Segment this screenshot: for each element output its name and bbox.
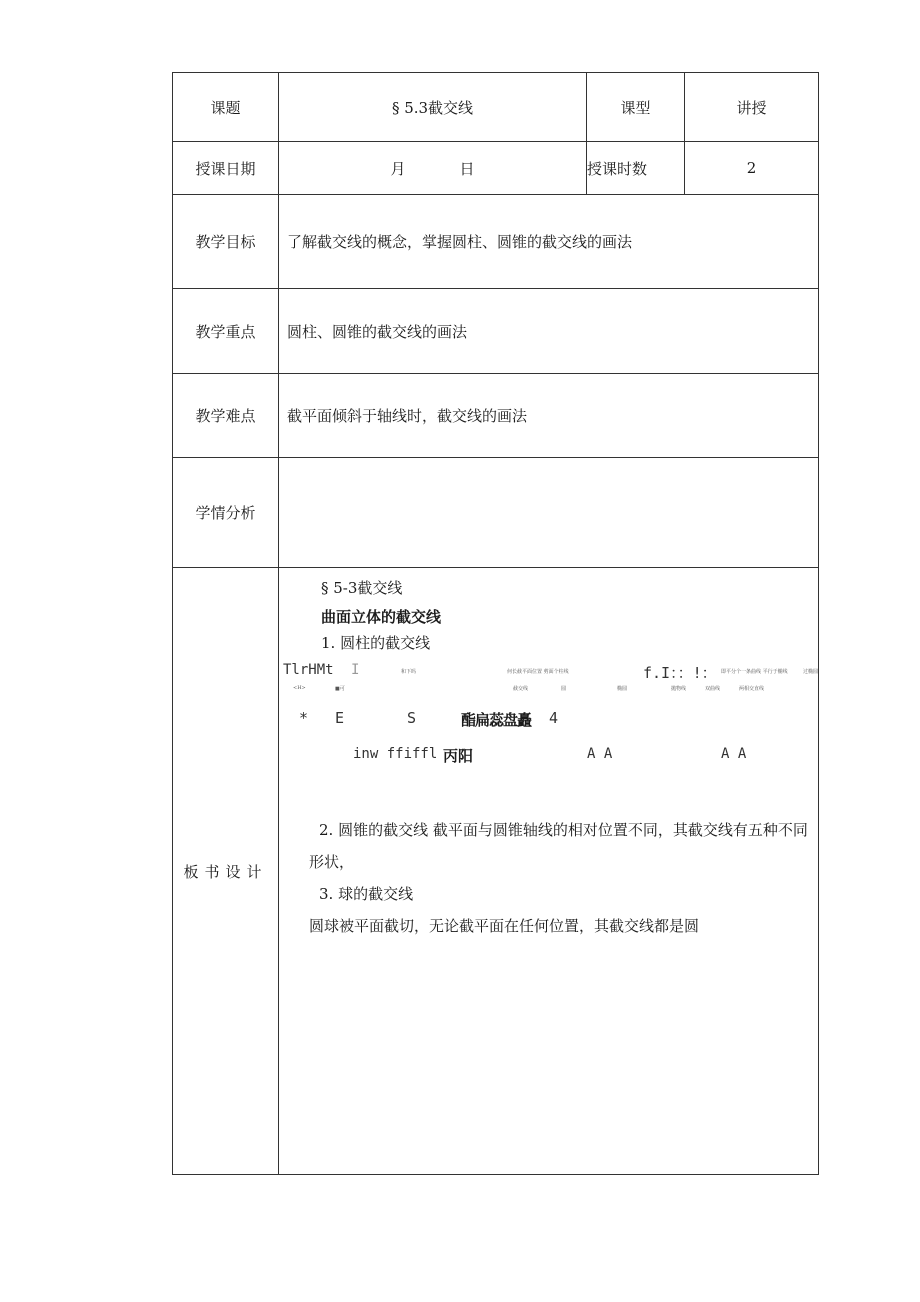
- board-item-3-text: 圆球被平面截切，无论截平面在任何位置，其截交线都是圆: [309, 917, 700, 935]
- date-value: [279, 142, 587, 195]
- tiny-text-4: 过椭圆: [803, 669, 819, 675]
- tiny-text-2: 何长截平面位置 剪面个柱线: [507, 669, 569, 675]
- garbled-text-b: I: [351, 662, 360, 678]
- tiny-text-10: 抛物线: [671, 686, 687, 692]
- board-content: [279, 568, 819, 1175]
- board-item-3: 3. 球的截交线: [319, 885, 414, 903]
- row-analysis: [173, 458, 819, 568]
- type-value: 讲授: [685, 73, 819, 142]
- analysis-value: [279, 458, 819, 568]
- garbled-text-inw: inw ffiffl: [353, 746, 438, 762]
- garbled-symbol-2: E: [335, 709, 345, 727]
- type-label: 课型: [587, 73, 685, 142]
- garbled-symbol-1: *: [299, 709, 309, 727]
- garbled-text-bing: 丙阳: [443, 747, 474, 765]
- tiny-text-9: 椭圆: [617, 686, 628, 692]
- row-goal: [173, 195, 819, 289]
- garbled-aa-2: A A: [721, 746, 747, 762]
- key-label: 教学重点: [173, 289, 279, 374]
- garbled-symbol-3: S: [407, 709, 417, 727]
- lesson-plan-table: [172, 72, 819, 1175]
- board-subheading: 曲面立体的截交线: [321, 608, 442, 626]
- tiny-text-3: 即平分个一条曲线 平行于椭线: [721, 669, 788, 675]
- tiny-text-1: 和下吗: [401, 669, 417, 675]
- garbled-text-c: f.I：：!：: [643, 664, 717, 682]
- row-board: [173, 568, 819, 1175]
- topic-label: 课题: [173, 73, 279, 142]
- row-date: [173, 142, 819, 195]
- tiny-text-8: 圆: [561, 686, 567, 692]
- row-difficulty: [173, 374, 819, 458]
- difficulty-value: 截平面倾斜于轴线时，截交线的画法: [279, 374, 819, 458]
- board-heading: § 5-3截交线: [321, 579, 403, 597]
- key-value: 圆柱、圆锥的截交线的画法: [279, 289, 819, 374]
- topic-value: § 5.3截交线: [279, 73, 587, 142]
- tiny-text-7: 截交线: [513, 686, 529, 692]
- garbled-chars: 酯扁蕊盘矗: [461, 711, 532, 729]
- hours-value: 2: [685, 142, 819, 195]
- date-label: 授课日期: [173, 142, 279, 195]
- board-item-2: [309, 814, 813, 942]
- board-item-1: 1. 圆柱的截交线: [321, 634, 431, 652]
- tiny-text-12: 两相交直线: [739, 686, 765, 692]
- row-topic: [173, 73, 819, 142]
- difficulty-label: 教学难点: [173, 374, 279, 458]
- row-key: [173, 289, 819, 374]
- garbled-number: 4: [549, 709, 559, 727]
- board-item-2-text: 2. 圆锥的截交线 截平面与圆锥轴线的相对位置不同，其截交线有五种不同形状，: [309, 821, 808, 871]
- day-label: 日: [459, 159, 475, 178]
- hours-label: 授课时数: [587, 142, 685, 195]
- goal-label: 教学目标: [173, 195, 279, 289]
- garbled-text-a: TlrHMt: [283, 662, 334, 678]
- month-label: 月: [390, 159, 406, 178]
- tiny-text-11: 双曲线: [705, 686, 721, 692]
- garbled-aa-1: A A: [587, 746, 613, 762]
- tiny-text-5: <H>: [293, 685, 306, 691]
- analysis-label: 学情分析: [173, 458, 279, 568]
- tiny-text-6: ■可: [335, 686, 345, 692]
- board-label: 板书设计: [173, 568, 279, 1175]
- goal-value: 了解截交线的概念，掌握圆柱、圆锥的截交线的画法: [279, 195, 819, 289]
